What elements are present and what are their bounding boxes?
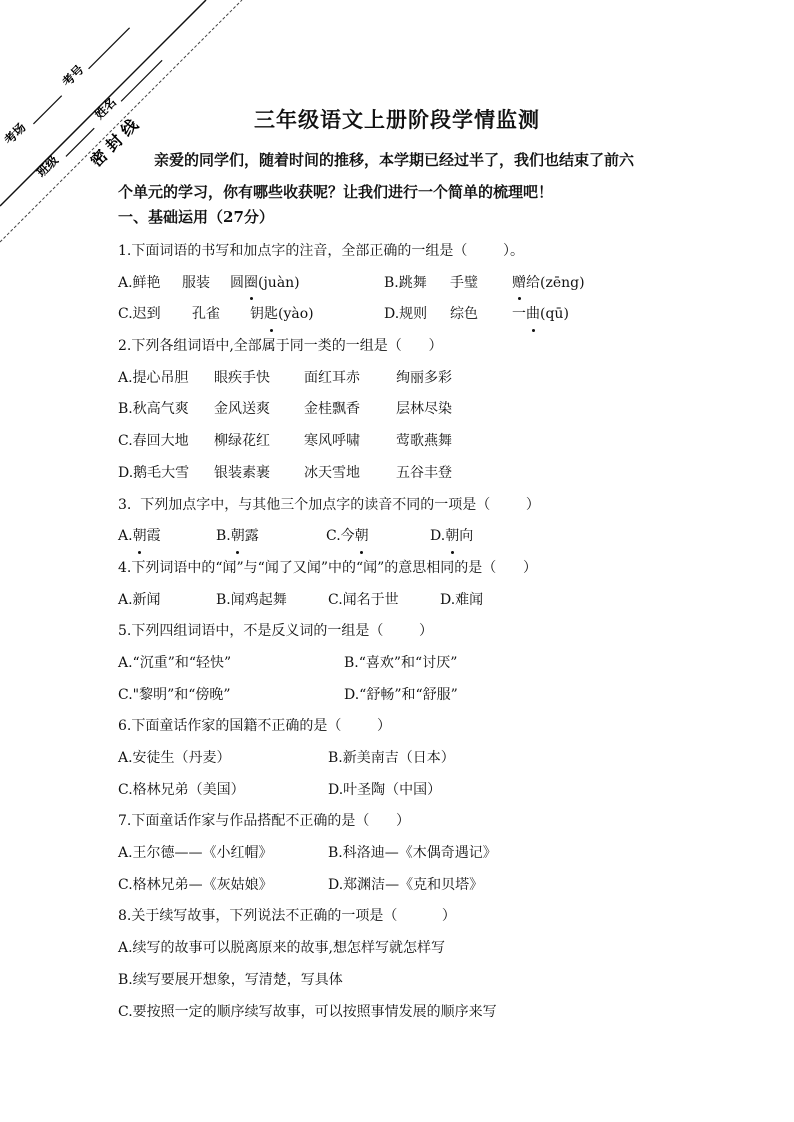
- q3-options: A.朝霞 B.朝露 C.今朝 D.朝向: [118, 521, 678, 553]
- seal-text: 密 封 线: [86, 115, 142, 171]
- intro-paragraph: [118, 144, 678, 208]
- q1-options-ab: A.鲜艳 服装 圆圈(juàn) B.跳舞 手璧 赠给(zēng): [118, 268, 678, 300]
- q7-stem: 7.下面童话作家与作品搭配不正确的是（ ）: [118, 813, 411, 830]
- q6-options-ab: A.安徒生（丹麦） B.新美南吉（日本）: [118, 750, 455, 766]
- exam-number-label: 考号: [59, 62, 87, 90]
- class-label: 班级: [34, 152, 62, 180]
- q1-stem: 1.下面词语的书写和加点字的注音，全部正确的一组是（ ）。: [118, 243, 524, 259]
- q8-option-a: A.续写的故事可以脱离原来的故事,想怎样写就怎样写: [118, 940, 446, 957]
- q4-options: A.新闻 B.闻鸡起舞 C.闻名于世 D.难闻: [118, 591, 484, 608]
- intro-line-2: 个单元的学习，你有哪些收获呢？让我们进行一个简单的梳理吧！: [118, 183, 554, 201]
- q7-options-cd: C.格林兄弟—《灰姑娘》 D.郑渊洁—《克和贝塔》: [118, 876, 484, 893]
- q8-stem: 8.关于续写故事，下列说法不正确的一项是（ ）: [118, 908, 456, 925]
- q2-option-a: A.提心吊胆 眼疾手快 面红耳赤 绚丽多彩: [118, 369, 452, 386]
- intro-line-1: 亲爱的同学们，随着时间的推移，本学期已经过半了，我们也结束了前六: [154, 151, 635, 169]
- q6-options-cd: C.格林兄弟（美国） D.叶圣陶（中国）: [118, 781, 442, 798]
- q8-option-b: B.续写要展开想象，写清楚，写具体: [118, 971, 343, 988]
- q2-option-b: B.秋高气爽 金风送爽 金桂飘香 层林尽染: [118, 401, 452, 418]
- q7-options-ab: A.王尔德——《小红帽》 B.科洛迪—《木偶奇遇记》: [118, 845, 497, 862]
- questions: [118, 236, 678, 1028]
- q2-option-d: D.鹅毛大雪 银装素裹 冰天雪地 五谷丰登: [118, 464, 452, 481]
- q3-stem: 3. 下列加点字中，与其他三个加点字的读音不同的一项是（ ）: [118, 496, 540, 513]
- q5-options-cd: C."黎明”和“傍晚” D.“舒畅”和“舒服”: [118, 686, 458, 703]
- q6-stem: 6.下面童话作家的国籍不正确的是（ ）: [118, 718, 391, 735]
- q8-option-c: C.要按照一定的顺序续写故事，可以按照事情发展的顺序来写: [118, 1003, 497, 1020]
- q2-stem: 2.下列各组词语中,全部属于同一类的一组是（ ）: [118, 338, 443, 355]
- q4-stem: 4.下列词语中的“闻”与“闻了又闻”中的“闻”的意思相同的是（ ）: [118, 559, 538, 576]
- section-heading: 一、基础运用（27分）: [118, 208, 274, 226]
- name-label: 姓名: [92, 94, 120, 122]
- page-title: 三年级语文上册阶段学情监测: [254, 107, 540, 132]
- q1-options-cd: C.迟到 孔雀 钥匙(yào) D.规则 综色 一曲(qū): [118, 299, 678, 331]
- q5-stem: 5.下列四组词语中，不是反义词的一组是（ ）: [118, 623, 433, 640]
- exam-room-label: 考场: [1, 120, 29, 148]
- q2-option-c: C.春回大地 柳绿花红 寒风呼啸 莺歌燕舞: [118, 433, 452, 450]
- q5-options-ab: A.“沉重”和“轻快” B.“喜欢”和“讨厌”: [118, 654, 458, 671]
